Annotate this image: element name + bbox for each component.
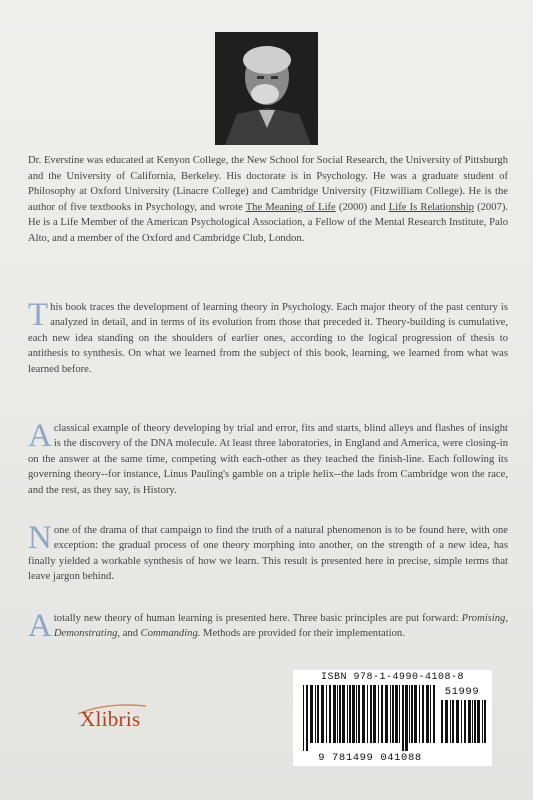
barcode-bar [373,685,376,743]
barcode-bar [356,685,357,743]
barcode-addon-number: 51999 [444,686,480,698]
barcode-bar [321,685,324,743]
barcode-bar [303,685,304,751]
barcode-bar [390,685,391,743]
barcode-bar [477,700,480,743]
barcode-bar [378,685,379,743]
drop-cap: A [28,608,52,644]
barcode-bar [433,685,435,743]
barcode-bar [367,685,368,743]
barcode-bar [409,685,410,743]
barcode-bar [315,685,316,743]
author-bio [28,153,508,247]
barcode-bar [484,700,486,743]
barcode-bar [333,685,336,743]
barcode-bar [337,685,338,743]
barcode-bar [452,700,454,743]
author-portrait-image [215,32,318,145]
barcode-bar [402,685,404,751]
barcode-bar [358,685,360,743]
barcode-bar [392,685,394,743]
barcode-bar [414,685,417,743]
bio-text: (2000) and [335,201,389,213]
book-title-life-is-relationship: Life Is Relationship [388,201,474,213]
barcode-bar [399,685,400,743]
barcode-bar [362,685,365,743]
isbn-label: ISBN 978-1-4990-4108-8 [320,672,465,683]
paragraph-text: totally new theory of human learning is presented here. Three basic principles are put forward: [53,613,462,624]
paragraph-text: one of the drama of that campaign to find the truth of a natural phenomenon is to be found here, with one exception: the gradual process of one theory morphing into another, on the strength of a new idea, has finally yielded a workable synthesis of how we learn. This result is presented here in precise, simple terms that leave jargon behind. [28,525,508,583]
blurb-paragraph-4 [28,608,508,644]
barcode-bar [381,685,383,743]
barcode-bar [349,685,351,743]
blurb-paragraph-1 [28,297,508,377]
barcode-bar [339,685,341,743]
barcode-bars [303,685,437,751]
drop-cap: T [28,297,49,333]
barcode-addon-bars [441,700,486,751]
barcode-bar [405,685,408,751]
isbn-barcode [293,670,492,766]
paragraph-text: Methods are provided for their implementation. [200,628,405,640]
bio-text: (2007). He is a Life Member of the American Psychological Association, a Fellow of the Mental Research Institute, Palo Alto, and a member of the Oxford and Cambridge Club, London. [28,201,509,244]
barcode-bar [422,685,424,743]
bio-text: Dr. Everstine was educated at Kenyon College, the New School for Social Research, the University of Pittsburgh and the University of California, Berkeley. His doctorate is in Psychology. He was a graduate student of Philosophy at Oxford University (Linacre College) and Cambridge University (Fitzwilliam College). He is the author of five textbooks in Psychology, and wrote [28,155,508,213]
barcode-bar [411,685,413,743]
barcode-bar [329,685,331,743]
paragraph-text: classical example of theory developing by trial and error, fits and starts, blind alleys and flashes of insight is the discovery of the DNA molecule. At least three laboratories, in England and America, were closing-in on the answer at the same time, competing with each-other as they teached the finish-line. Each following its governing theory--for instance, Linus Pauling's gamble on a triple helix--the lads from Cambridge won the race, and the rest, as they say, is History. [28,423,508,496]
barcode-number: 9 781499 041088 [318,752,422,764]
barcode-bar [456,700,459,743]
author-photo [215,32,318,145]
barcode-bar [310,685,313,743]
barcode-bar [450,700,451,743]
principle-commanding: Commanding. [140,628,201,640]
barcode-bar [395,685,398,743]
barcode-bar [342,685,345,743]
barcode-bar [441,700,443,743]
barcode-bar [352,685,355,743]
barcode-bar [468,700,471,743]
barcode-bar [347,685,348,743]
barcode-bar [385,685,388,743]
barcode-bar [317,685,319,743]
book-title-meaning-of-life: The Meaning of Life [245,201,336,213]
blurb-paragraph-2 [28,418,508,498]
publisher-logo: Xlibris [80,707,141,731]
barcode-bar [419,685,420,743]
barcode-bar [482,700,483,743]
principles-list: Promising, Demonstrating, [53,613,508,640]
barcode-bar [326,685,327,743]
barcode-bar [474,700,476,743]
drop-cap: A [28,418,52,454]
barcode-bar [306,685,308,751]
paragraph-text: and [120,628,141,640]
barcode-bar [472,700,473,743]
barcode-bar [464,700,466,743]
barcode-bar [461,700,462,743]
drop-cap: N [28,520,52,556]
paragraph-text: his book traces the development of learning theory in Psychology. Each major theory of the past century is analyzed in detail, and in terms of its evolution from those that preceded it. Theory-building is cumulative, each new idea standing on the shoulders of earlier ones, according to the logical progression of thesis to antithesis to synthesis. On what we learned from the subject of this book, learning, we learned from what was learned before. [28,302,508,375]
barcode-bar [445,700,448,743]
barcode-bar [426,685,429,743]
barcode-bar [430,685,431,743]
barcode-bar [370,685,372,743]
blurb-paragraph-3 [28,520,508,585]
